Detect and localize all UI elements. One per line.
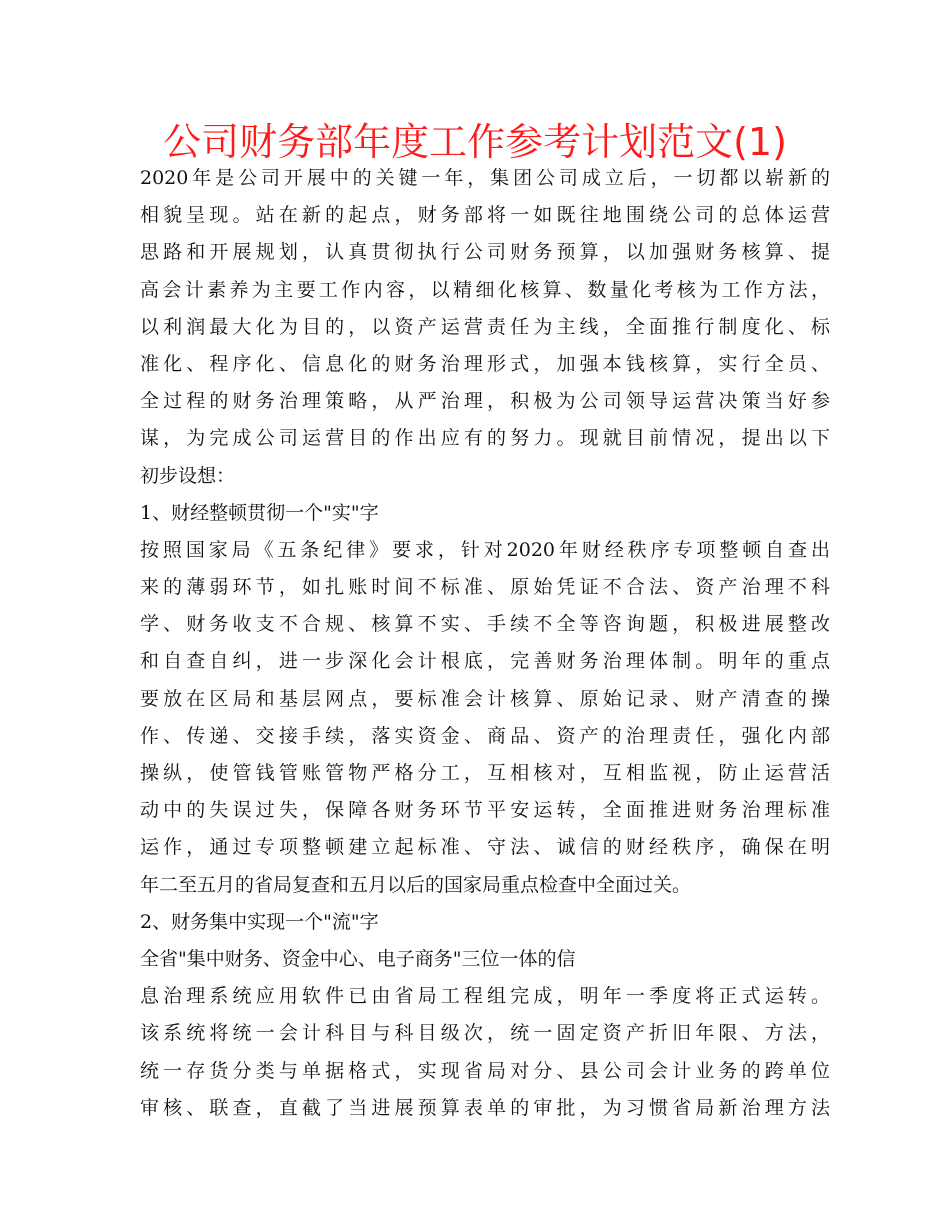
body-line: 学、财务收支不合规、核算不实、手续不全等咨询题，积极进展整改 bbox=[140, 613, 830, 636]
body-line: 动中的失误过失，保障各财务环节平安运转，全面推进财务治理标准 bbox=[140, 799, 830, 822]
body-line: 和自查自纠，进一步深化会计根底，完善财务治理体制。明年的重点 bbox=[140, 650, 830, 673]
body-line: 初步设想： bbox=[140, 464, 236, 487]
document-body bbox=[140, 160, 830, 1127]
body-line: 2020年是公司开展中的关键一年，集团公司成立后，一切都以崭新的 bbox=[140, 167, 830, 189]
body-line: 高会计素养为主要工作内容，以精细化核算、数量化考核为工作方法， bbox=[140, 278, 830, 301]
body-line: 全过程的财务治理策略，从严治理，积极为公司领导运营决策当好参 bbox=[140, 390, 830, 413]
body-line: 息治理系统应用软件已由省局工程组完成，明年一季度将正式运转。 bbox=[140, 985, 830, 1008]
body-line: 思路和开展规划，认真贯彻执行公司财务预算，以加强财务核算、提 bbox=[140, 241, 830, 264]
body-line: 年二至五月的省局复查和五月以后的国家局重点检查中全面过关。 bbox=[140, 873, 692, 896]
body-line: 统一存货分类与单据格式，实现省局对分、县公司会计业务的跨单位 bbox=[140, 1059, 830, 1082]
body-line: 2、财务集中实现一个"流"字 bbox=[140, 910, 379, 933]
body-line: 按照国家局《五条纪律》要求，针对2020年财经秩序专项整顿自查出 bbox=[140, 538, 830, 561]
body-line: 谋，为完成公司运营目的作出应有的努力。现就目前情况，提出以下 bbox=[140, 427, 830, 450]
body-line: 以利润最大化为目的，以资产运营责任为主线，全面推行制度化、标 bbox=[140, 315, 830, 338]
body-line: 操纵，使管钱管账管物严格分工，互相核对，互相监视，防止运营活 bbox=[140, 762, 830, 784]
document-title: 公司财务部年度工作参考计划范文(1) bbox=[163, 120, 787, 164]
body-line: 准化、程序化、信息化的财务治理形式，加强本钱核算，实行全员、 bbox=[140, 352, 830, 375]
body-line: 1、财经整顿贯彻一个"实"字 bbox=[140, 501, 379, 524]
body-line: 审核、联查，直截了当进展预算表单的审批，为习惯省局新治理方法 bbox=[140, 1096, 830, 1119]
body-line: 要放在区局和基层网点，要标准会计核算、原始记录、财产清查的操 bbox=[140, 687, 830, 710]
body-line: 作、传递、交接手续，落实资金、商品、资产的治理责任，强化内部 bbox=[140, 724, 830, 747]
body-line: 来的薄弱环节，如扎账时间不标准、原始凭证不合法、资产治理不科 bbox=[140, 576, 830, 599]
body-line: 全省"集中财务、资金中心、电子商务"三位一体的信 bbox=[140, 947, 576, 970]
body-line: 相貌呈现。站在新的起点，财务部将一如既往地围绕公司的总体运营 bbox=[140, 204, 830, 227]
body-line: 运作，通过专项整顿建立起标准、守法、诚信的财经秩序，确保在明 bbox=[140, 836, 830, 859]
body-line: 该系统将统一会计科目与科目级次，统一固定资产折旧年限、方法， bbox=[140, 1022, 830, 1045]
